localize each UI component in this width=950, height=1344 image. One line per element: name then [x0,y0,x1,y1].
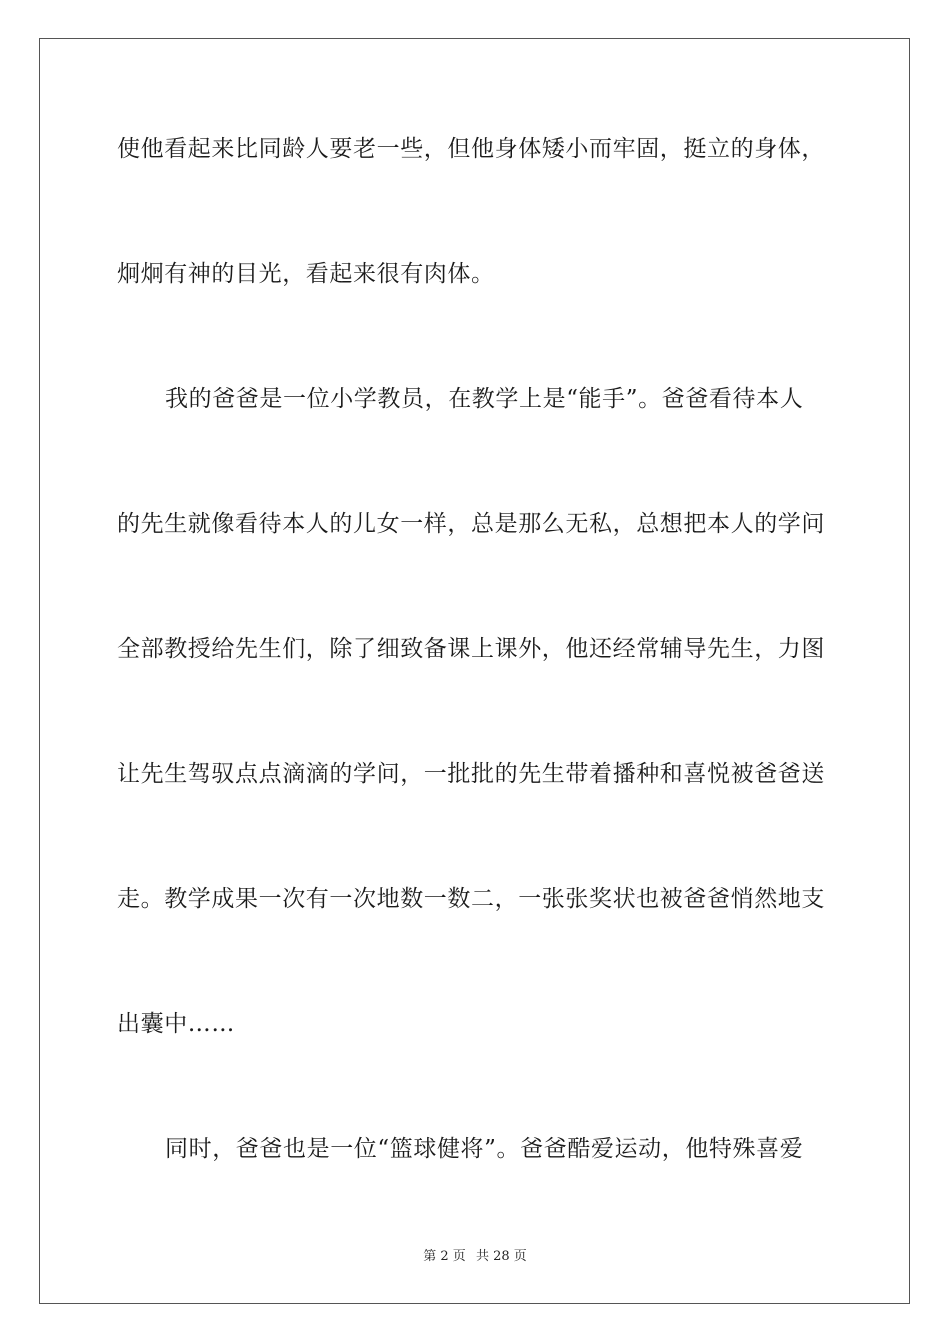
paragraph-line: 我的爸爸是一位小学教员，在教学上是“能手”。爸爸看待本人 [165,386,804,412]
paragraph-line: 出囊中…… [117,1011,235,1037]
page-total: 共 28 页 [475,1249,527,1264]
paragraph-line: 使他看起来比同龄人要老一些，但他身体矮小而牢固，挺立的身体， [117,136,825,162]
paragraph-line: 炯炯有神的目光，看起来很有肉体。 [117,261,495,287]
page-number: 第 2 页 [423,1249,466,1264]
paragraph-line: 让先生驾驭点点滴滴的学问，一批批的先生带着播种和喜悦被爸爸送 [117,761,825,787]
paragraph-line: 同时，爸爸也是一位“篮球健将”。爸爸酷爱运动，他特殊喜爱 [165,1136,804,1162]
paragraph-line: 的先生就像看待本人的儿女一样，总是那么无私，总想把本人的学问 [117,511,825,537]
paragraph-line: 全部教授给先生们，除了细致备课上课外，他还经常辅导先生，力图 [117,636,825,662]
page-footer [0,1248,950,1266]
page-border [39,38,910,1304]
paragraph-line: 走。教学成果一次有一次地数一数二，一张张奖状也被爸爸悄然地支 [117,886,825,912]
